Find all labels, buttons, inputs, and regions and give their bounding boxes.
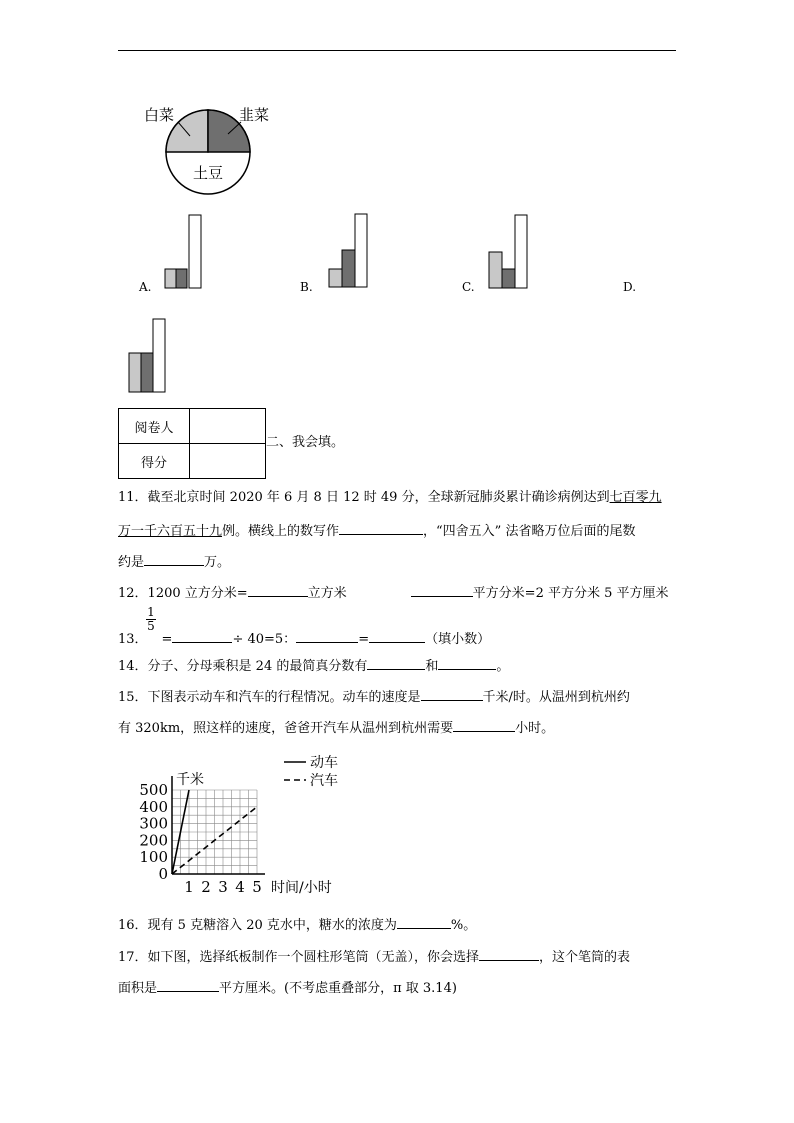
y-tick-label: 500 bbox=[139, 781, 168, 799]
fraction-denominator: 5 bbox=[147, 619, 155, 633]
legend-label-1: 动车 bbox=[310, 755, 338, 771]
x-axis-label: 时间/小时 bbox=[271, 880, 332, 896]
option-c-bars[interactable] bbox=[486, 212, 530, 292]
x-tick-label: 4 bbox=[235, 878, 245, 896]
option-a-label[interactable]: A. bbox=[139, 280, 152, 294]
grader-label: 阅卷人 bbox=[119, 409, 190, 444]
option-a-bars[interactable] bbox=[162, 212, 204, 292]
fraction-numerator: 1 bbox=[147, 605, 155, 619]
q15-blank-2[interactable] bbox=[453, 717, 515, 732]
x-tick-label: 5 bbox=[252, 878, 262, 896]
question-15-line-1: 15．下图表示动车和汽车的行程情况。动车的速度是 千米/时。从温州到杭州约 bbox=[118, 686, 630, 708]
section-title: 二、我会填。 bbox=[266, 435, 345, 450]
score-label: 得分 bbox=[119, 444, 190, 479]
q17-blank-1[interactable] bbox=[479, 946, 539, 961]
q14-blank-1[interactable] bbox=[367, 655, 425, 670]
q17-blank-2[interactable] bbox=[157, 977, 219, 992]
q11-blank-2[interactable] bbox=[144, 551, 204, 566]
y-tick-label: 300 bbox=[139, 814, 168, 833]
question-14: 14．分子、分母乘积是 24 的最简真分数有 和 。 bbox=[118, 655, 509, 677]
q13-blank-3[interactable] bbox=[369, 628, 425, 643]
y-tick-label: 200 bbox=[139, 831, 168, 850]
question-17-line-2: 面积是 平方厘米。(不考虑重叠部分，π 取 3.14) bbox=[118, 977, 457, 999]
option-d-label[interactable]: D. bbox=[623, 280, 637, 294]
pie-label-tudou: 土豆 bbox=[193, 164, 224, 182]
x-tick-label: 1 bbox=[184, 878, 194, 896]
question-11-line-3: 约是 万。 bbox=[118, 551, 230, 573]
y-tick-label: 0 bbox=[158, 865, 168, 883]
score-table bbox=[118, 408, 266, 479]
grader-cell[interactable] bbox=[190, 409, 266, 444]
q14-blank-2[interactable] bbox=[438, 655, 496, 670]
x-tick-label: 3 bbox=[218, 878, 228, 896]
score-cell[interactable] bbox=[190, 444, 266, 479]
q13-blank-2[interactable] bbox=[296, 628, 358, 643]
x-tick-label: 2 bbox=[201, 878, 211, 896]
option-b-bars[interactable] bbox=[326, 210, 370, 292]
q12-blank-1[interactable] bbox=[248, 582, 308, 597]
q12-blank-2[interactable] bbox=[411, 582, 473, 597]
question-11-line-2: 万一千六百五十九例。横线上的数写作 ，“四舍五入” 法省略万位后面的尾数 bbox=[118, 520, 635, 542]
legend-label-2: 汽车 bbox=[310, 773, 338, 789]
pie-label-jiucai: 韭菜 bbox=[239, 106, 270, 124]
y-tick-label: 400 bbox=[139, 797, 168, 816]
y-tick-label: 100 bbox=[139, 848, 168, 867]
q13-blank-1[interactable] bbox=[172, 628, 232, 643]
option-b-label[interactable]: B. bbox=[300, 280, 313, 294]
question-11-line-1: 11．截至北京时间 2020 年 6 月 8 日 12 时 49 分，全球新冠肺炎累计确诊病例达到七百零九 bbox=[118, 490, 662, 505]
question-12: 12．1200 立方分米= 立方米 平方分米=2 平方分米 5 平方厘米 bbox=[118, 582, 669, 604]
q15-blank-1[interactable] bbox=[421, 686, 483, 701]
pie-label-baicai: 白菜 bbox=[144, 106, 175, 124]
question-15-line-2: 有 320km，照这样的速度，爸爸开汽车从温州到杭州需要 小时。 bbox=[118, 717, 554, 739]
pie-chart-figure bbox=[138, 96, 288, 202]
option-d-bars[interactable] bbox=[126, 316, 170, 396]
q16-blank[interactable] bbox=[397, 914, 451, 929]
question-16: 16．现有 5 克糖溶入 20 克水中，糖水的浓度为 %。 bbox=[118, 914, 476, 936]
travel-line-chart bbox=[124, 752, 354, 900]
question-17-line-1: 17．如下图，选择纸板制作一个圆柱形笔筒（无盖），你会选择 ，这个笔筒的表 bbox=[118, 946, 630, 968]
q11-blank-1[interactable] bbox=[339, 520, 423, 535]
header-rule bbox=[118, 50, 676, 51]
option-c-label[interactable]: C. bbox=[462, 280, 475, 294]
question-13: 13． = ÷ 40=5： = （填小数） bbox=[118, 628, 490, 650]
y-axis-label: 千米 bbox=[176, 772, 204, 788]
